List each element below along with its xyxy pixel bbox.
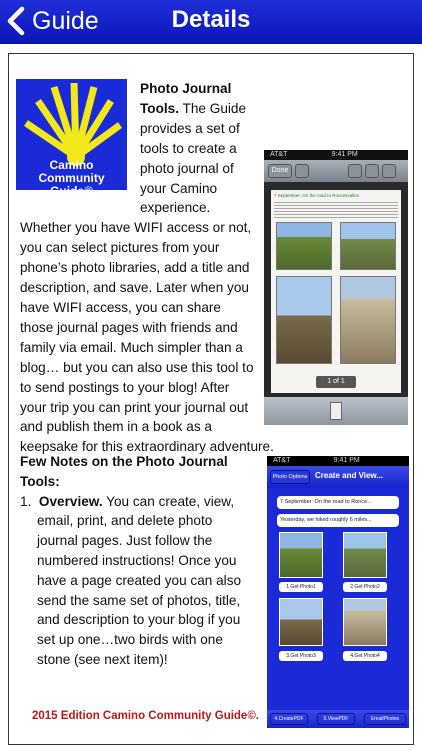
share-icon [382,164,396,178]
notes-heading: Few Notes on the Photo Journal Tools: [20,454,228,489]
photo-options-button: Photo Options [270,470,310,484]
section-heading: Photo Journal Tools. [140,81,232,116]
get-photo-3-button: 3.Get Photo3 [279,651,323,661]
section-body: The Guide provides a set of tools to create a photo journal of your Camino experience. Whether you have WIFI access or not, you can select pictures from your phone’s photo libraries, add a title and description, and save. Later when you have WIFI access, you can share those journal pages with friends and family via email. Much simpler than a blog… but you can also use this tool to to send postings to your blog! After your trip you can print your journal out and publish them in a book as a keepsake for this extraordinary adventure. [20,100,274,455]
create-pdf-button: 4.CreatePDF [270,713,308,725]
view-pdf-button: 5.ViewPDF [317,713,355,725]
get-photo-4-button: 4.Get Photo4 [343,651,387,661]
done-button: Done [268,164,292,178]
photo-slot-3 [279,598,323,646]
photo-thumb-4 [340,276,396,364]
create-view-screenshot: AT&T 9:41 PM Photo Options Create and View... 7 September: On the road to Ronce... Yesterday, we hiked roughly 6 miles... 1.Get Photo1 2.Get Photo2 3.Get Photo3 4.Get Photo4 4.CreatePDF 5.ViewPDF EmailPhotos [267,456,409,728]
title-field: 7 September: On the road to Ronce... [277,496,399,509]
print-icon [348,164,362,178]
get-photo-2-button: 2.Get Photo2 [343,582,387,592]
photo-slot-2 [343,532,387,578]
edition-footer: 2015 Edition Camino Community Guide©. [32,710,260,722]
photo-thumb-1 [276,222,332,270]
logo-text: Camino Community Guide© [38,158,105,198]
page-counter: 1 of 1 [316,376,356,388]
email-photos-button: EmailPhotos [364,713,406,725]
phone2-title: Create and View... [315,471,384,480]
page-title: Details [171,6,251,33]
description-field: Yesterday, we hiked roughly 6 miles... [277,514,399,527]
photo-thumb-3 [276,276,332,364]
mail-icon [365,164,379,178]
back-button-label: Guide [32,6,99,35]
navigation-bar [0,0,422,44]
grid-icon [295,164,309,178]
photo-slot-1 [279,532,323,578]
photo-thumb-2 [340,222,396,270]
journal-page: 7 September: On the road to Roncesvalles [271,190,401,393]
journal-page-screenshot: AT&T 9:41 PM Done 7 September: On the road to Roncesvalles 1 of 1 [264,150,408,425]
page-thumbnail [330,402,342,420]
get-photo-1-button: 1.Get Photo1 [279,582,323,592]
list-item: 1. Overview. You can create, view, email, print, and delete photo journal pages. Just follow the numbered instructions! Once you have a page created you can also send the same set of photos, title, and description to your blog if you set up one…two birds with one stone (see next item)! [20,493,242,667]
photo-slot-4 [343,598,387,646]
